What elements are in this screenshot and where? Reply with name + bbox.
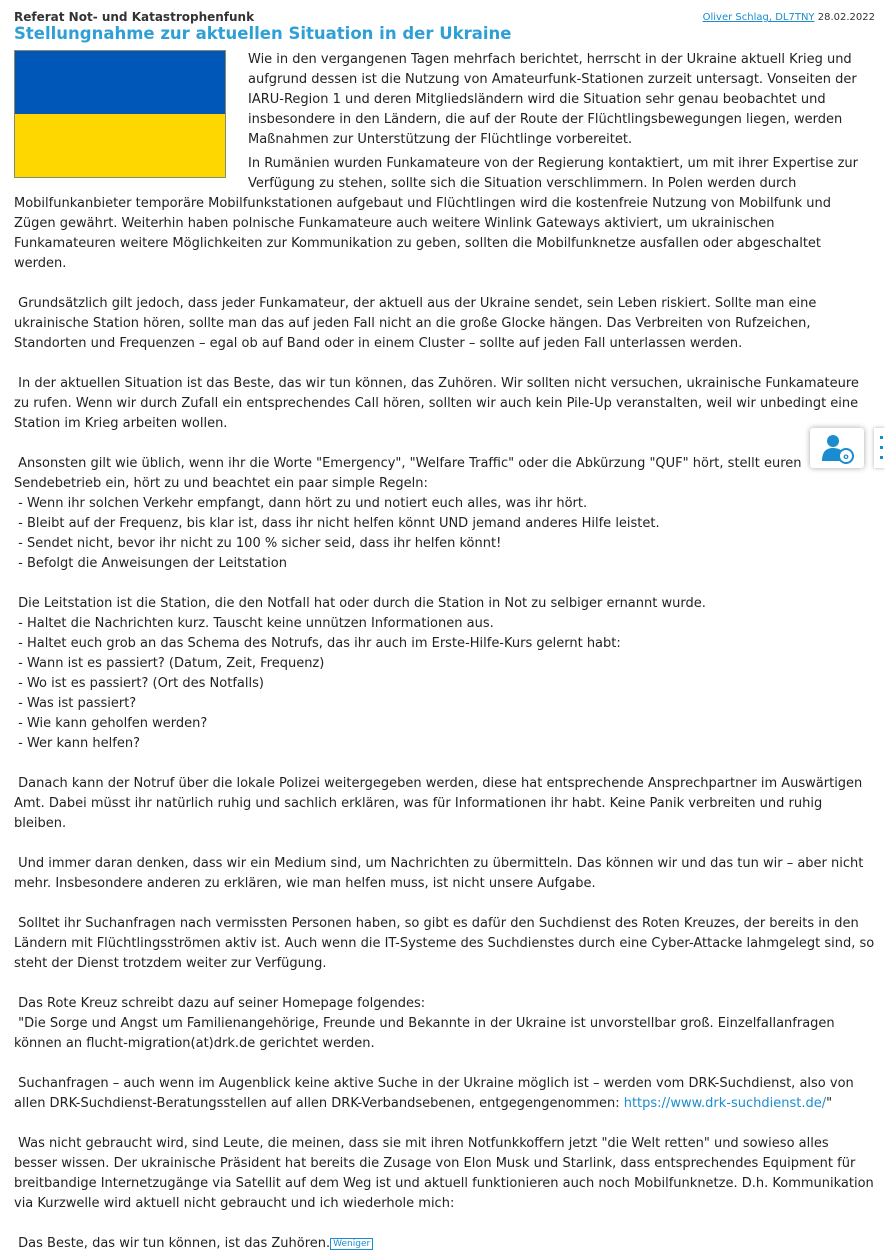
article-date: 28.02.2022 (817, 12, 875, 23)
paragraph-5: Ansonsten gilt wie üblich, wenn ihr die Worte "Emergency", "Welfare Traffic" oder die Abkürzung "QUF" hört, stellt euren Sendebetrieb ein, hört zu und beachtet ein paar simple Regeln: (14, 456, 806, 491)
side-menu-tab[interactable] (874, 428, 885, 468)
flag-stripe-yellow (15, 114, 225, 177)
article-title: Stellungnahme zur aktuellen Situation in der Ukraine (14, 24, 512, 43)
accessibility-button[interactable] (810, 428, 864, 468)
dots-menu-icon (880, 446, 883, 449)
paragraph-6: Die Leitstation ist die Station, die den Notfall hat oder durch die Station in Not zu selbiger ernannt wurde. (14, 596, 706, 611)
rule-item: - Wann ist es passiert? (Datum, Zeit, Frequenz) (14, 656, 325, 671)
rule-item: - Bleibt auf der Frequenz, bis klar ist, dass ihr nicht helfen könnt UND jemand anderes Hilfe leistet. (14, 516, 660, 531)
article-category: Referat Not- und Katastrophenfunk (14, 10, 255, 24)
paragraph-13: Das Beste, das wir tun können, ist das Zuhören. Weniger (14, 1234, 875, 1254)
rule-item: - Befolgt die Anweisungen der Leitstation (14, 556, 287, 571)
paragraph-9: Solltet ihr Suchanfragen nach vermissten Personen haben, so gibt es dafür den Suchdienst des Roten Kreuzes, der bereits in den Ländern mit Flüchtlingsströmen aktiv ist. Auch wenn die IT-Systeme des Suchdienstes durch eine Cyber-Attacke lahmgelegt sind, so steht der Dienst trotzdem weiter zur Verfügung. (14, 916, 879, 971)
rule-item: - Haltet die Nachrichten kurz. Tauscht keine unnützen Informationen aus. (14, 616, 494, 631)
svg-text:o: o (843, 452, 849, 461)
dots-menu-icon (880, 436, 883, 439)
paragraph-7: Danach kann der Notruf über die lokale Polizei weitergegeben werden, diese hat entsprechende Ansprechpartner im Auswärtigen Amt. Dabei müsst ihr natürlich ruhig und sachlich erklären, was für Informationen ihr habt. Keine Panik verbreiten und ruhig bleiben. (14, 776, 867, 831)
rule-item: - Sendet nicht, bevor ihr nicht zu 100 % sicher seid, dass ihr helfen könnt! (14, 536, 502, 551)
rule-item: - Wie kann geholfen werden? (14, 716, 208, 731)
paragraph-4: In der aktuellen Situation ist das Beste, das wir tun können, das Zuhören. Wir sollten nicht versuchen, ukrainische Funkamateure zu rufen. Wenn wir durch Zufall ein entsprechendes Call hören, sollten wir auch kein Pile-Up veranstalten, weil wir unbedingt eine Station im Krieg arbeiten wollen. (14, 376, 864, 431)
user-accessibility-icon (821, 432, 855, 464)
flag-stripe-blue (15, 51, 225, 114)
rule-item: - Was ist passiert? (14, 696, 137, 711)
less-button[interactable]: Weniger (330, 1238, 373, 1250)
article-body (14, 50, 879, 1254)
dots-menu-icon (880, 456, 883, 459)
rule-item: - Haltet euch grob an das Schema des Notrufs, das ihr auch im Erste-Hilfe-Kurs gelernt habt: (14, 636, 621, 651)
drk-suchdienst-link[interactable]: https://www.drk-suchdienst.de/ (623, 1096, 827, 1111)
rule-item: - Wer kann helfen? (14, 736, 140, 751)
ukraine-flag-image (14, 50, 226, 178)
article-meta (703, 8, 875, 28)
rule-item: - Wo ist es passiert? (Ort des Notfalls) (14, 676, 264, 691)
paragraph-1: Wie in den vergangenen Tagen mehrfach berichtet, herrscht in der Ukraine aktuell Krieg und aufgrund dessen ist die Nutzung von Amateurfunk-Stationen zurzeit untersagt. Vonseiten der IARU-Region 1 und deren Mitgliedsländern wird die Situation sehr genau beobachtet und insbesondere in den Ländern, die auf der Route der Flüchtlingsbewegungen liegen, werden Maßnahmen zur Unterstützung der Flüchtlinge vorbereitet. (248, 52, 857, 147)
rule-item: - Wenn ihr solchen Verkehr empfangt, dann hört zu und notiert euch alles, was ihr hört. (14, 496, 588, 511)
paragraph-10a: Das Rote Kreuz schreibt dazu auf seiner Homepage folgendes: (14, 996, 426, 1011)
paragraph-8: Und immer daran denken, dass wir ein Medium sind, um Nachrichten zu übermitteln. Das können wir und das tun wir – aber nicht mehr. Insbesondere anderen zu erklären, wie man helfen muss, ist nicht unsere Aufgabe. (14, 856, 868, 891)
author-link[interactable]: Oliver Schlag, DL7TNY (702, 12, 815, 23)
paragraph-3: Grundsätzlich gilt jedoch, dass jeder Funkamateur, der aktuell aus der Ukraine sendet, sein Leben riskiert. Sollte man eine ukrainische Station hören, sollte man das auf jeden Fall nicht an die große Glocke hängen. Das Verbreiten von Rufzeichen, Standorten und Frequenzen – egal ob auf Band oder in einem Cluster – sollte auf jeden Fall unterlassen werden. (14, 296, 821, 351)
paragraph-2: In Rumänien wurden Funkamateure von der Regierung kontaktiert, um mit ihrer Expertise zur Verfügung zu stehen, sollte sich die Situation verschlimmern. In Polen werden durch Mobilfunkanbieter temporäre Mobilfunkstationen aufgebaut und Flüchtlingen wird die kostenfreie Nutzung von Mobilfunk und Zügen gewährt. Weiterhin haben polnische Funkamateure auch weitere Winlink Gateways aktiviert, um ukrainischen Funkamateuren weitere Möglichkeiten zur Kommunikation zu geben, sollten die Mobilfunknetze ausfallen oder abgeschaltet werden. (14, 156, 858, 271)
paragraph-11: Suchanfragen – auch wenn im Augenblick keine aktive Suche in der Ukraine möglich ist – werden vom DRK-Suchdienst, also von allen DRK-Suchdienst-Beratungsstellen auf allen DRK-Verbandsebenen, entgegengenommen: https://www.drk-suchdienst.de/" (14, 1076, 858, 1111)
quote-paragraph: "Die Sorge und Angst um Familienangehörige, Freunde und Bekannte in der Ukraine ist unvorstellbar groß. Einzelfallanfragen können an flucht-migration(at)drk.de gerichtet werden. (14, 1016, 839, 1051)
paragraph-12: Was nicht gebraucht wird, sind Leute, die meinen, dass sie mit ihren Notfunkkoffern jetzt "die Welt retten" und sowieso alles besser wissen. Der ukrainische Präsident hat bereits die Zusage von Elon Musk und Starlink, dass entsprechendes Equipment für breitbandige Internetzugänge via Satellit auf dem Weg ist und aktuell funktionieren auch noch Mobilfunknetze. D.h. Kommunikation via Kurzwelle wird aktuell nicht gebraucht und ich wiederhole mich: (14, 1136, 878, 1211)
